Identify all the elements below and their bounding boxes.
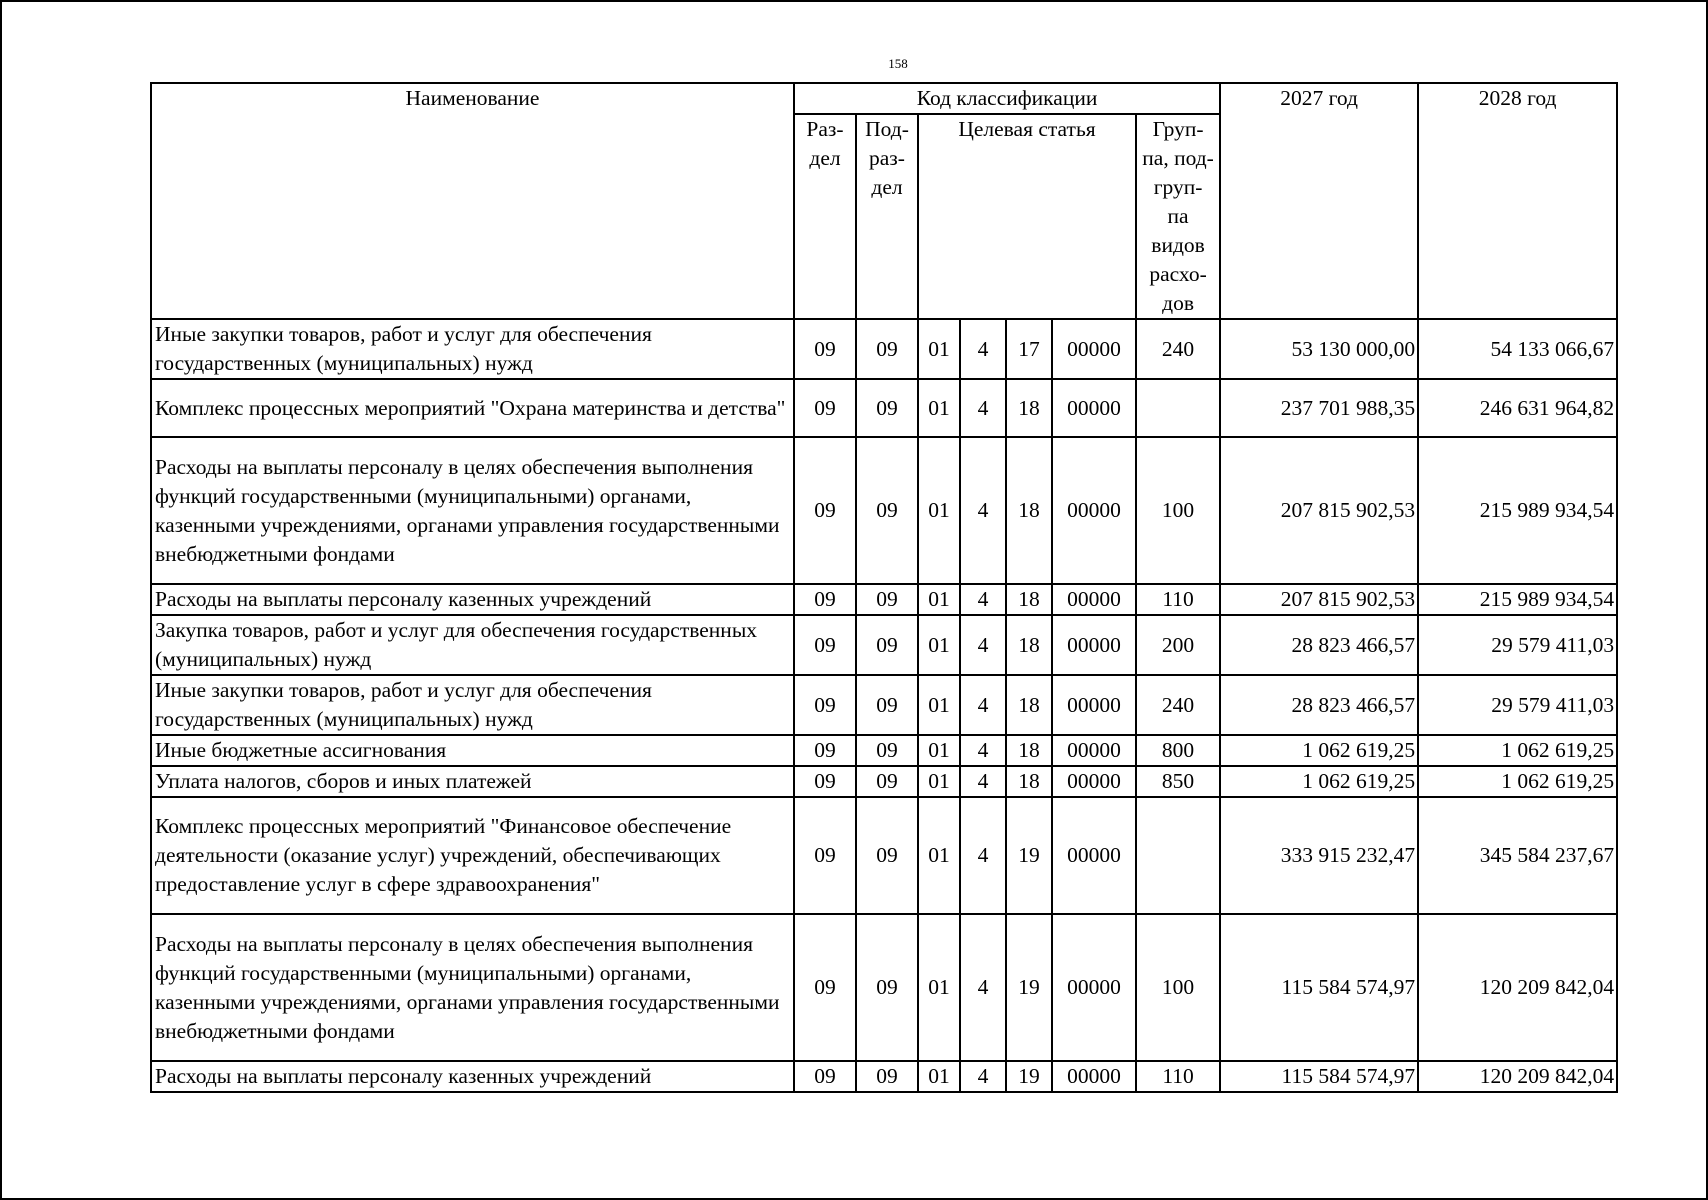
row-target-program: 01 — [918, 319, 960, 379]
row-target-direction: 00000 — [1052, 584, 1136, 615]
row-section: 09 — [794, 797, 856, 914]
table-row — [151, 584, 1617, 615]
row-section: 09 — [794, 584, 856, 615]
row-section: 09 — [794, 379, 856, 437]
row-amount-2027: 1 062 619,25 — [1220, 766, 1418, 797]
row-expense-group: 240 — [1136, 675, 1220, 735]
table-row — [151, 766, 1617, 797]
row-subsection: 09 — [856, 1061, 918, 1092]
row-amount-2028: 246 631 964,82 — [1418, 379, 1617, 437]
row-target-type: 4 — [960, 437, 1006, 584]
table-body — [151, 319, 1617, 1092]
row-expense-group: 110 — [1136, 1061, 1220, 1092]
row-name: Иные закупки товаров, работ и услуг для обеспечения государственных (муниципальных) нужд — [151, 319, 794, 379]
header-expense-group: Груп- па, под- груп- па видов расхо- дов — [1136, 114, 1220, 319]
row-expense-group: 240 — [1136, 319, 1220, 379]
row-section: 09 — [794, 437, 856, 584]
row-target-complex: 19 — [1006, 914, 1052, 1061]
row-target-type: 4 — [960, 735, 1006, 766]
row-amount-2028: 215 989 934,54 — [1418, 437, 1617, 584]
table-row — [151, 735, 1617, 766]
row-amount-2027: 115 584 574,97 — [1220, 914, 1418, 1061]
row-section: 09 — [794, 735, 856, 766]
row-target-complex: 19 — [1006, 1061, 1052, 1092]
row-name: Комплекс процессных мероприятий "Финансовое обеспечение деятельности (оказание услуг) учреждений, обеспечивающих предоставление услуг в сфере здравоохранения" — [151, 797, 794, 914]
table-row — [151, 914, 1617, 1061]
row-name: Расходы на выплаты персоналу в целях обеспечения выполнения функций государственными (муниципальными) органами, казенными учреждениями, органами управления государственными внебюджетными фондами — [151, 914, 794, 1061]
row-target-program: 01 — [918, 615, 960, 675]
row-name: Иные закупки товаров, работ и услуг для обеспечения государственных (муниципальных) нужд — [151, 675, 794, 735]
row-target-direction: 00000 — [1052, 797, 1136, 914]
row-amount-2028: 1 062 619,25 — [1418, 735, 1617, 766]
row-amount-2027: 115 584 574,97 — [1220, 1061, 1418, 1092]
row-name: Комплекс процессных мероприятий "Охрана материнства и детства" — [151, 379, 794, 437]
row-expense-group: 100 — [1136, 437, 1220, 584]
header-year-2027: 2027 год — [1220, 83, 1418, 319]
row-target-direction: 00000 — [1052, 1061, 1136, 1092]
row-amount-2027: 207 815 902,53 — [1220, 437, 1418, 584]
row-amount-2028: 29 579 411,03 — [1418, 615, 1617, 675]
row-subsection: 09 — [856, 379, 918, 437]
row-amount-2027: 53 130 000,00 — [1220, 319, 1418, 379]
table-row — [151, 675, 1617, 735]
row-target-type: 4 — [960, 615, 1006, 675]
row-section: 09 — [794, 615, 856, 675]
row-target-type: 4 — [960, 319, 1006, 379]
row-target-program: 01 — [918, 735, 960, 766]
row-expense-group: 850 — [1136, 766, 1220, 797]
budget-table — [150, 82, 1618, 1093]
table-header — [151, 83, 1617, 319]
row-amount-2027: 237 701 988,35 — [1220, 379, 1418, 437]
row-amount-2027: 28 823 466,57 — [1220, 615, 1418, 675]
row-target-complex: 18 — [1006, 379, 1052, 437]
row-subsection: 09 — [856, 914, 918, 1061]
header-target-article: Целевая статья — [918, 114, 1136, 319]
row-subsection: 09 — [856, 319, 918, 379]
page-number: 158 — [888, 56, 908, 71]
row-expense-group: 110 — [1136, 584, 1220, 615]
row-subsection: 09 — [856, 615, 918, 675]
row-target-direction: 00000 — [1052, 615, 1136, 675]
row-target-program: 01 — [918, 766, 960, 797]
row-amount-2028: 120 209 842,04 — [1418, 1061, 1617, 1092]
header-year-2028: 2028 год — [1418, 83, 1617, 319]
table-row — [151, 319, 1617, 379]
row-name: Иные бюджетные ассигнования — [151, 735, 794, 766]
row-amount-2028: 345 584 237,67 — [1418, 797, 1617, 914]
row-name: Расходы на выплаты персоналу казенных учреждений — [151, 584, 794, 615]
row-target-direction: 00000 — [1052, 766, 1136, 797]
row-amount-2028: 29 579 411,03 — [1418, 675, 1617, 735]
row-target-direction: 00000 — [1052, 437, 1136, 584]
row-amount-2028: 120 209 842,04 — [1418, 914, 1617, 1061]
row-target-complex: 19 — [1006, 797, 1052, 914]
row-target-type: 4 — [960, 379, 1006, 437]
row-amount-2028: 1 062 619,25 — [1418, 766, 1617, 797]
row-subsection: 09 — [856, 797, 918, 914]
row-subsection: 09 — [856, 675, 918, 735]
row-target-complex: 18 — [1006, 675, 1052, 735]
row-amount-2027: 1 062 619,25 — [1220, 735, 1418, 766]
table-row — [151, 379, 1617, 437]
row-section: 09 — [794, 675, 856, 735]
row-subsection: 09 — [856, 584, 918, 615]
row-subsection: 09 — [856, 735, 918, 766]
row-target-type: 4 — [960, 914, 1006, 1061]
row-name: Уплата налогов, сборов и иных платежей — [151, 766, 794, 797]
table-row — [151, 437, 1617, 584]
row-target-program: 01 — [918, 1061, 960, 1092]
row-target-program: 01 — [918, 675, 960, 735]
row-target-complex: 17 — [1006, 319, 1052, 379]
row-section: 09 — [794, 1061, 856, 1092]
row-target-type: 4 — [960, 1061, 1006, 1092]
row-amount-2027: 333 915 232,47 — [1220, 797, 1418, 914]
row-target-direction: 00000 — [1052, 914, 1136, 1061]
row-expense-group: 800 — [1136, 735, 1220, 766]
row-amount-2027: 28 823 466,57 — [1220, 675, 1418, 735]
table-row — [151, 797, 1617, 914]
row-target-type: 4 — [960, 675, 1006, 735]
row-target-type: 4 — [960, 797, 1006, 914]
row-target-complex: 18 — [1006, 735, 1052, 766]
header-name: Наименование — [151, 83, 794, 319]
row-target-direction: 00000 — [1052, 319, 1136, 379]
row-target-program: 01 — [918, 437, 960, 584]
row-target-direction: 00000 — [1052, 735, 1136, 766]
row-name: Расходы на выплаты персоналу в целях обеспечения выполнения функций государственными (муниципальными) органами, казенными учреждениями, органами управления государственными внебюджетными фондами — [151, 437, 794, 584]
row-target-program: 01 — [918, 379, 960, 437]
row-target-complex: 18 — [1006, 615, 1052, 675]
row-target-direction: 00000 — [1052, 379, 1136, 437]
row-amount-2028: 54 133 066,67 — [1418, 319, 1617, 379]
row-name: Расходы на выплаты персоналу казенных учреждений — [151, 1061, 794, 1092]
row-amount-2028: 215 989 934,54 — [1418, 584, 1617, 615]
row-expense-group — [1136, 379, 1220, 437]
header-classification: Код классификации — [794, 83, 1220, 114]
row-target-program: 01 — [918, 914, 960, 1061]
row-target-complex: 18 — [1006, 584, 1052, 615]
row-target-complex: 18 — [1006, 766, 1052, 797]
row-expense-group: 200 — [1136, 615, 1220, 675]
table-row — [151, 615, 1617, 675]
row-target-complex: 18 — [1006, 437, 1052, 584]
row-target-program: 01 — [918, 797, 960, 914]
row-target-type: 4 — [960, 584, 1006, 615]
row-subsection: 09 — [856, 766, 918, 797]
row-target-type: 4 — [960, 766, 1006, 797]
row-amount-2027: 207 815 902,53 — [1220, 584, 1418, 615]
row-section: 09 — [794, 914, 856, 1061]
table-row — [151, 1061, 1617, 1092]
row-subsection: 09 — [856, 437, 918, 584]
header-subsection: Под- раз- дел — [856, 114, 918, 319]
row-target-direction: 00000 — [1052, 675, 1136, 735]
row-expense-group — [1136, 797, 1220, 914]
row-section: 09 — [794, 766, 856, 797]
header-section: Раз- дел — [794, 114, 856, 319]
row-target-program: 01 — [918, 584, 960, 615]
row-name: Закупка товаров, работ и услуг для обеспечения государственных (муниципальных) нужд — [151, 615, 794, 675]
row-expense-group: 100 — [1136, 914, 1220, 1061]
row-section: 09 — [794, 319, 856, 379]
